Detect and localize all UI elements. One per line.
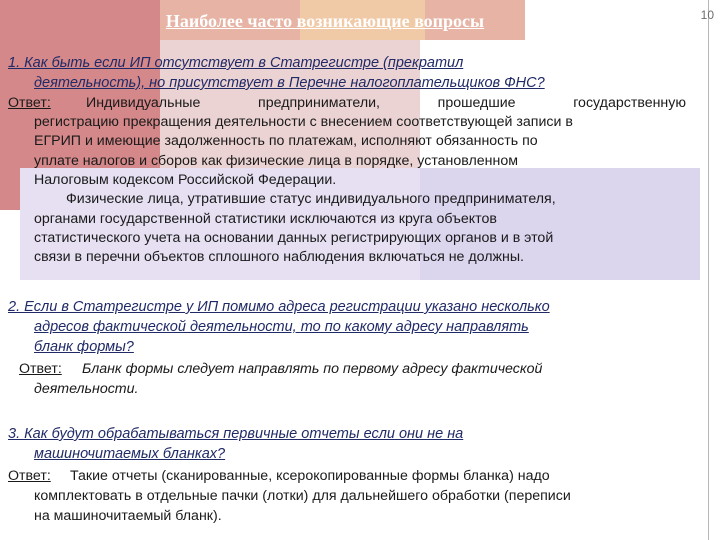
question-1-line-2: деятельность), но присутствует в Перечне налогоплательщиков ФНС? (34, 75, 545, 91)
question-1-line-1: 1. Как быть если ИП отсутствует в Статрегистре (прекратил (8, 55, 464, 71)
right-divider-line (708, 0, 709, 540)
slide-title: Наиболее часто возникающие вопросы (165, 11, 485, 31)
answer-2-label-wrap (19, 360, 62, 379)
answer-1-line-7: органами государственной статистики исключаются из круга объектов (34, 211, 497, 227)
answer-1-line-9: связи в перечни объектов сплошного наблюдения включаться не должны. (34, 249, 524, 265)
page-number: 10 (700, 8, 714, 22)
answer-1-line-2: регистрацию прекращения деятельности с внесением соответствующей записи в (34, 114, 573, 130)
answer-3-line-3: на машиночитаемый бланк). (34, 508, 222, 524)
answer-label: Ответ: (19, 361, 62, 377)
answer-3-line-2: комплектовать в отдельные пачки (лотки) для дальнейшего обработки (переписи (34, 488, 571, 504)
answer-2-line-2: деятельности. (34, 381, 139, 397)
answer-3-line-1: Такие отчеты (сканированные, ксерокопированные формы бланка) надо (70, 468, 550, 484)
question-3-line-2: машиночитаемых бланках? (34, 446, 226, 462)
answer-1-line-5: Налоговым кодексом Российской Федерации. (34, 172, 337, 188)
answer-3-label-wrap (8, 467, 51, 486)
answer-1-line-3: ЕГРИП и имеющие задолженность по платежам, исполняют обязанность по (34, 133, 538, 149)
answer-label: Ответ: (8, 468, 51, 484)
answer-1-line-4: уплате налогов и сборов как физические лица в порядке, установленном (34, 153, 518, 169)
answer-2-line-1: Бланк формы следует направлять по первому адресу фактической (82, 361, 543, 377)
answer-1-line-1: Индивидуальные предприниматели, прошедшие государственную (86, 95, 686, 111)
answer-label: Ответ: (8, 95, 51, 111)
answer-1-line-8: статистического учета на основании данных регистрирующих органов и в этой (34, 230, 554, 246)
question-2-line-2: адресов фактической деятельности, то по какому адресу направлять (34, 319, 529, 335)
answer-1-line-6: Физические лица, утратившие статус индивидуального предпринимателя, (66, 191, 556, 207)
question-2-line-1: 2. Если в Статрегистре у ИП помимо адреса регистрации указано несколько (8, 299, 550, 315)
question-2-line-3: бланк формы? (34, 339, 134, 355)
question-3-line-1: 3. Как будут обрабатываться первичные отчеты если они не на (8, 426, 464, 442)
